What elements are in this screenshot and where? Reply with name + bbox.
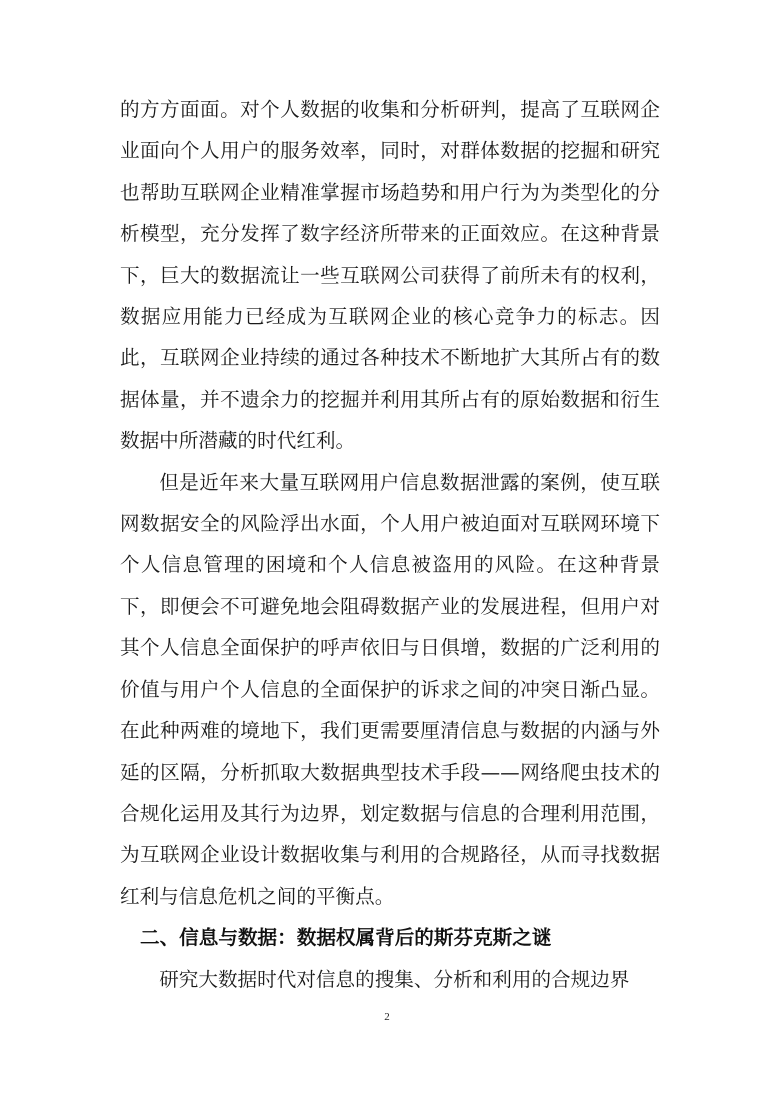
paragraph-start: 研究大数据时代对信息的搜集、分析和利用的合规边界 (159, 967, 630, 991)
page-number: 2 (384, 1011, 390, 1023)
paragraph-continued: 的方方面面。对个人数据的收集和分析研判，提高了互联网企业面向个人用户的服务效率，同时，对群体数据的挖掘和研究也帮助互联网企业精准掌握市场趋势和用户行为为类型化的分析模型，充分发挥了数字经济所带来的正面效应。在这种背景下，巨大的数据流让一些互联网公司获得了前所未有的权利，数据应用能力已经成为互联网企业的核心竞争力的标志。因此，互联网企业持续的通过各种技术不断地扩大其所占有的数据体量，并不遗余力的挖掘并利用其所占有的原始数据和衍生数据中所潜藏的时代红利。 (120, 98, 660, 453)
paragraph: 但是近年来大量互联网用户信息数据泄露的案例，使互联网数据安全的风险浮出水面，个人用户被迫面对互联网环境下个人信息管理的困境和个人信息被盗用的风险。在这种背景下，即便会不可避免地会阻碍数据产业的发展进程，但用户对其个人信息全面保护的呼声依旧与日俱增，数据的广泛利用的价值与用户个人信息的全面保护的诉求之间的冲突日渐凸显。在此种两难的境地下，我们更需要厘清信息与数据的内涵与外延的区隔，分析抓取大数据典型技术手段——网络爬虫技术的合规化运用及其行为边界，划定数据与信息的合理利用范围，为互联网企业设计数据收集与利用的合规路径，从而寻找数据红利与信息危机之间的平衡点。 (120, 470, 660, 908)
section-heading: 二、信息与数据：数据权属背后的斯芬克斯之谜 (140, 926, 552, 950)
document-body (120, 89, 660, 1000)
